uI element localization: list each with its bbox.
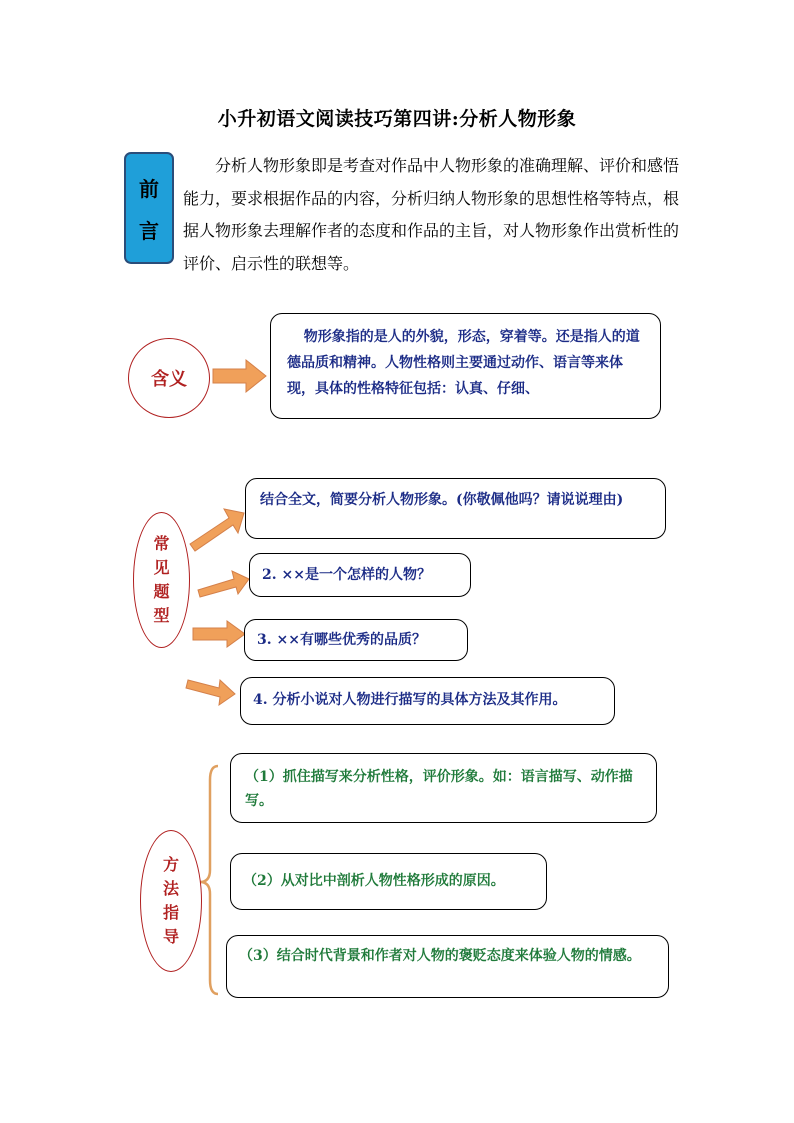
preface-label-char-2: 言 <box>139 218 159 243</box>
preface-text: 分析人物形象即是考查对作品中人物形象的准确理解、评价和感悟能力，要求根据作品的内容，分析归纳人物形象的思想性格等特点，根据人物形象去理解作者的态度和作品的主旨，对人物形象作出赏析性的评价、启示性的联想等。 <box>183 156 680 273</box>
question-arrow-3 <box>193 621 245 647</box>
question-item-3: 3. ××有哪些优秀的品质？ <box>244 619 468 661</box>
meaning-box: 物形象指的是人的外貌，形态，穿着等。还是指人的道德品质和精神。人物性格则主要通过动作、语言等来体现，具体的性格特征包括：认真、仔细、 <box>270 313 661 419</box>
question-item-4: 4. 分析小说对人物进行描写的具体方法及其作用。 <box>240 677 615 725</box>
method-item-3: （3）结合时代背景和作者对人物的褒贬态度来体验人物的情感。 <box>226 935 669 998</box>
question-arrow-4 <box>186 680 235 705</box>
method-brace <box>200 766 218 994</box>
meaning-oval: 含义 <box>128 338 210 418</box>
method-item-2: （2）从对比中剖析人物性格形成的原因。 <box>230 853 547 910</box>
method-item-1: （1）抓住描写来分析性格，评价形象。如：语言描写、动作描写。 <box>230 753 657 823</box>
methods-oval: 方 法 指 导 <box>140 830 202 972</box>
question-item-1: 结合全文，简要分析人物形象。(你敬佩他吗？请说说理由) <box>245 478 666 539</box>
preface-label-char-1: 前 <box>139 176 159 201</box>
question-arrow-1 <box>190 509 244 551</box>
page-title: 小升初语文阅读技巧第四讲:分析人物形象 <box>217 108 577 130</box>
question-types-oval: 常 见 题 型 <box>133 512 190 648</box>
meaning-arrow <box>213 360 266 392</box>
question-arrow-2 <box>198 571 249 597</box>
question-item-2: 2. ××是一个怎样的人物？ <box>249 553 471 597</box>
